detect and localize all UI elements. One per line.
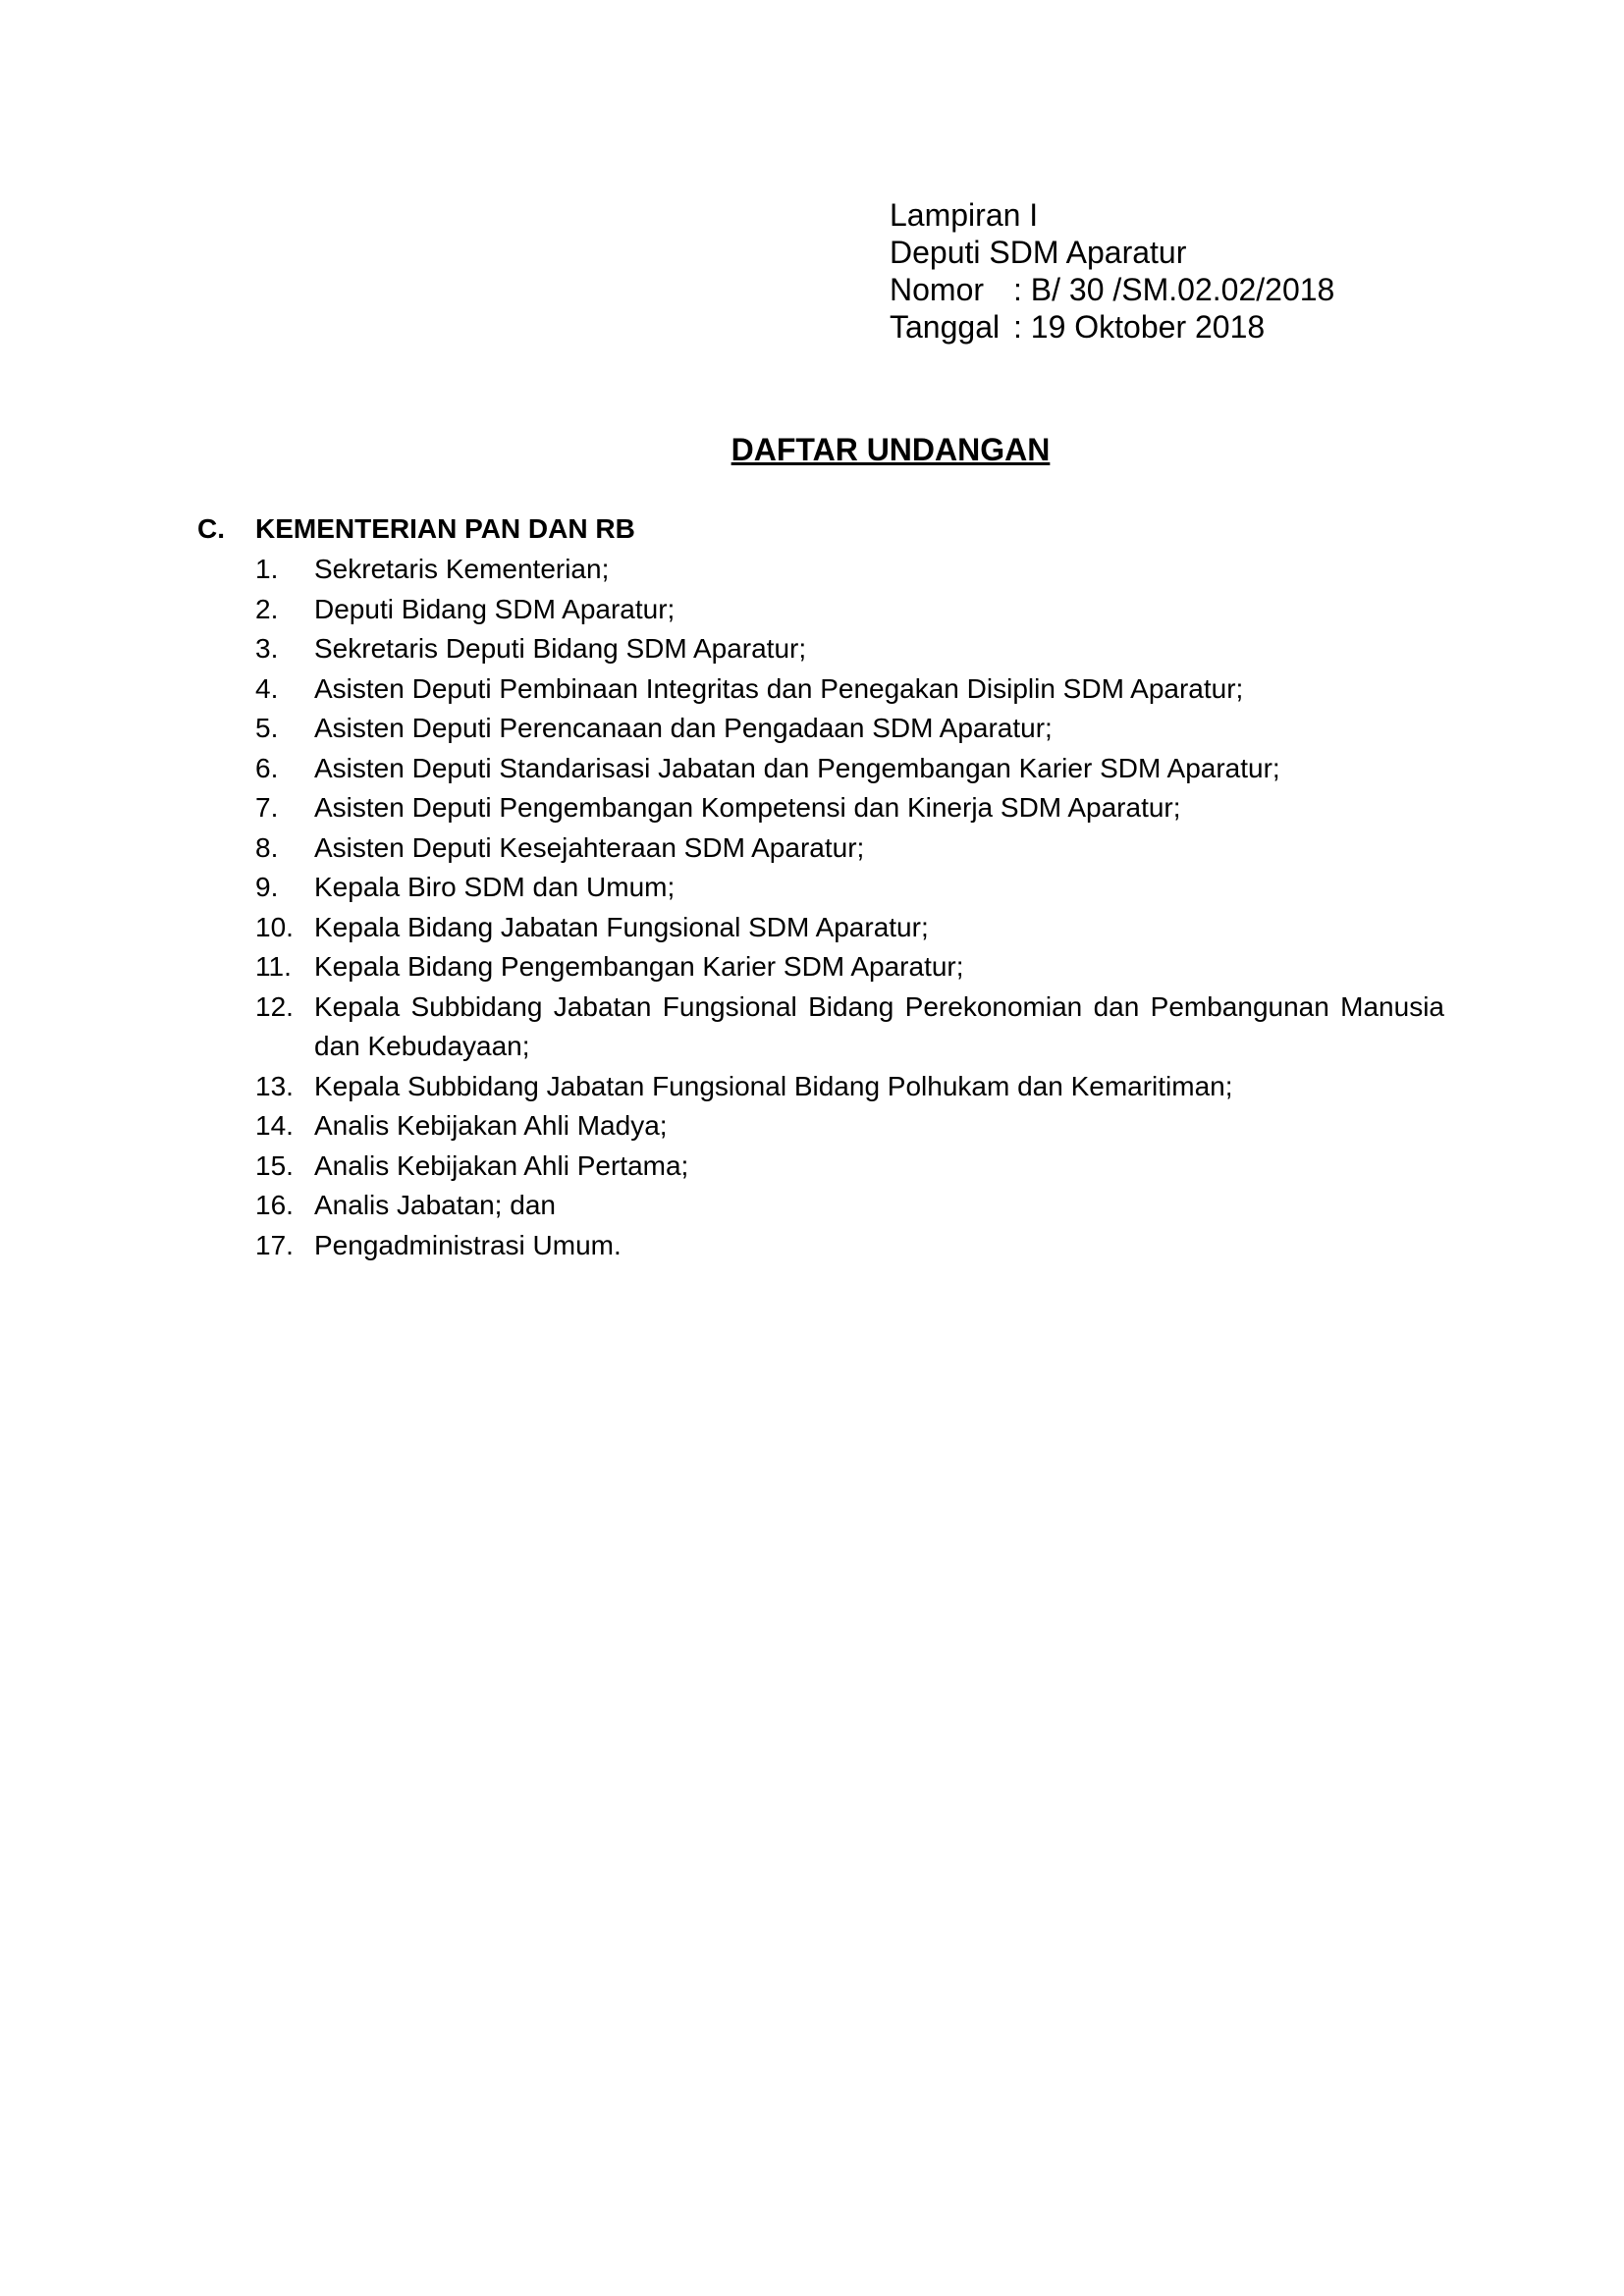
list-item-number: 8.	[255, 831, 279, 863]
list-item-number: 17.	[255, 1229, 294, 1260]
list-item-text: Analis Kebijakan Ahli Madya;	[314, 1110, 668, 1141]
list-item	[255, 788, 1444, 828]
list-item-text: Deputi Bidang SDM Aparatur;	[314, 593, 676, 624]
list-item-text: Asisten Deputi Kesejahteraan SDM Aparatur;	[314, 831, 865, 863]
list-item-number: 3.	[255, 633, 279, 664]
attachment-date-row	[890, 308, 1334, 346]
list-item-number: 15.	[255, 1149, 294, 1181]
list-item-text: Analis Kebijakan Ahli Pertama;	[314, 1149, 689, 1181]
list-item-text: Kepala Biro SDM dan Umum;	[314, 872, 676, 902]
attachment-number-value: : B/ 30 /SM.02.02/2018	[1013, 272, 1335, 307]
list-item	[255, 1186, 1444, 1226]
list-item	[255, 1067, 1444, 1107]
list-item-text: Kepala Bidang Pengembangan Karier SDM Aparatur;	[314, 951, 964, 982]
list-item-number: 2.	[255, 593, 279, 624]
list-item-text: Kepala Subbidang Jabatan Fungsional Bidang Polhukam dan Kemaritiman;	[314, 1070, 1233, 1101]
attachment-date-value: : 19 Oktober 2018	[1013, 309, 1266, 345]
invitation-section	[197, 510, 1444, 1265]
list-item-number: 7.	[255, 792, 279, 823]
list-item	[255, 550, 1444, 590]
attachment-issuer: Deputi SDM Aparatur	[890, 235, 1187, 270]
list-item	[255, 629, 1444, 669]
attachment-number-row	[890, 271, 1334, 308]
list-item-text: Analis Jabatan; dan	[314, 1190, 556, 1220]
list-item-number: 1.	[255, 554, 279, 584]
list-item-text: Sekretaris Deputi Bidang SDM Aparatur;	[314, 633, 807, 664]
list-item-number: 14.	[255, 1110, 294, 1141]
attachment-header	[890, 196, 1334, 346]
list-item	[255, 908, 1444, 948]
list-item-number: 12.	[255, 990, 294, 1022]
list-item-text: Sekretaris Kementerian;	[314, 554, 610, 584]
list-item-text: Kepala Bidang Jabatan Fungsional SDM Aparatur;	[314, 911, 929, 942]
attachment-date-label: Tanggal	[890, 309, 1001, 345]
list-item	[255, 988, 1444, 1067]
list-item	[255, 709, 1444, 749]
list-item-text: Asisten Deputi Perencanaan dan Pengadaan SDM Aparatur;	[314, 713, 1053, 743]
section-heading-text: KEMENTERIAN PAN DAN RB	[255, 513, 635, 544]
list-item	[255, 947, 1444, 988]
list-item	[255, 828, 1444, 869]
page-title	[0, 430, 1624, 469]
page-title-text: DAFTAR UNDANGAN	[731, 432, 1051, 467]
list-item	[255, 868, 1444, 908]
list-item	[255, 590, 1444, 630]
list-item-text: Asisten Deputi Pembinaan Integritas dan Penegakan Disiplin SDM Aparatur;	[314, 672, 1244, 704]
attachment-number-label: Nomor	[890, 272, 985, 307]
list-item-number: 5.	[255, 713, 279, 743]
list-item-number: 4.	[255, 672, 279, 704]
list-item	[255, 749, 1444, 789]
list-item-number: 16.	[255, 1190, 294, 1220]
invitation-list	[255, 550, 1444, 1265]
section-heading	[197, 510, 1444, 548]
list-item	[255, 669, 1444, 710]
list-item-number: 11.	[255, 951, 292, 982]
list-item-number: 6.	[255, 752, 279, 783]
list-item	[255, 1147, 1444, 1187]
list-item-number: 9.	[255, 872, 279, 902]
list-item-number: 13.	[255, 1070, 294, 1101]
list-item	[255, 1106, 1444, 1147]
list-item	[255, 1226, 1444, 1266]
list-item-text: Kepala Subbidang Jabatan Fungsional Bidang Perekonomian dan Pembangunan Manusia dan Kebudayaan;	[314, 990, 1444, 1061]
list-item-text: Pengadministrasi Umum.	[314, 1229, 622, 1260]
list-item-text: Asisten Deputi Pengembangan Kompetensi dan Kinerja SDM Aparatur;	[314, 792, 1181, 823]
list-item-number: 10.	[255, 911, 294, 942]
attachment-title: Lampiran I	[890, 197, 1039, 233]
section-letter: C.	[197, 513, 225, 544]
list-item-text: Asisten Deputi Standarisasi Jabatan dan Pengembangan Karier SDM Aparatur;	[314, 752, 1280, 783]
